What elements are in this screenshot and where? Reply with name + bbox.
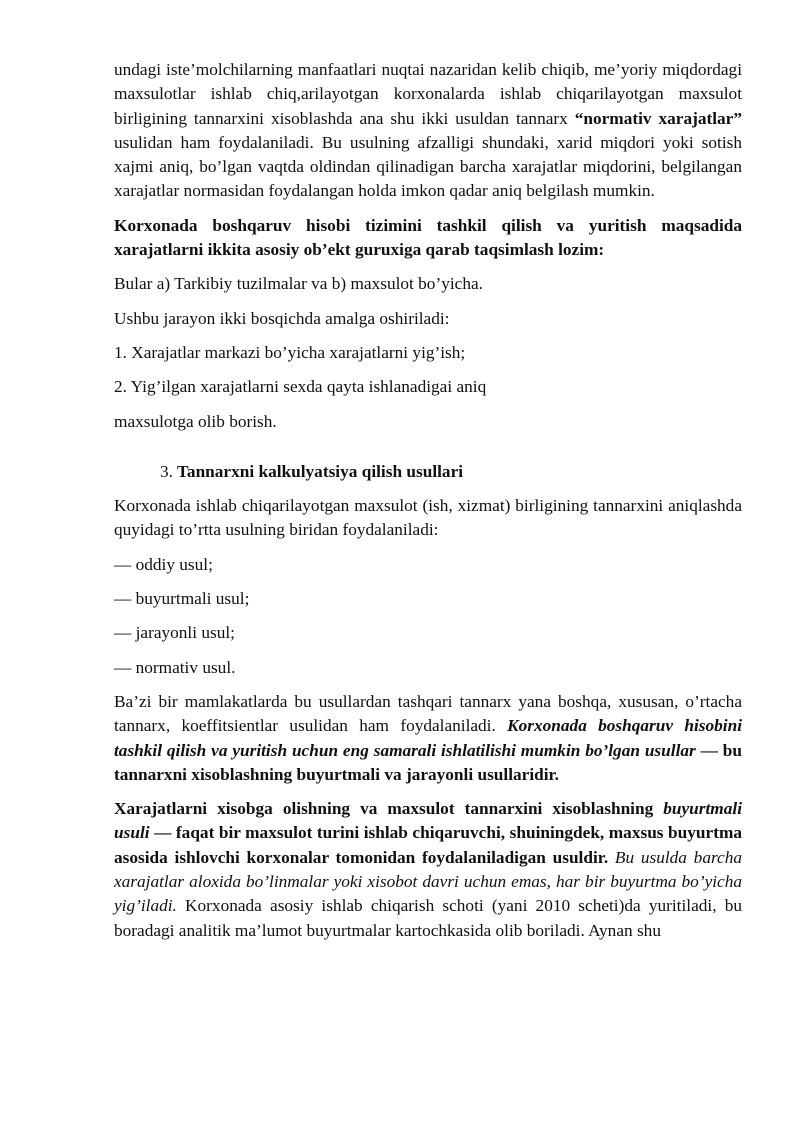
list-item-method: — normativ usul.: [114, 657, 236, 677]
section-heading: [114, 460, 742, 484]
paragraph-other-methods: [114, 690, 742, 787]
bold-italic-span: Korxonada boshqaruv hisobini tashkil qilish va yuritish uchun eng samarali ishlatilishi mumkin bo’lgan usullar: [114, 716, 742, 760]
bold-term: “normativ xarajatlar”: [574, 108, 742, 128]
page-content: [114, 58, 742, 943]
text-span: usulidan ham foydalaniladi. Bu usulning afzalligi shundaki, xarid miqdori yoki sotish xajmi aniq, bo’lgan vaqtda oldindan qilinadigan barcha xarajatlar miqdorini, belgilangan xarajatlar normasidan foydalangan holda imkon qadar aniq belgilash mumkin.: [114, 132, 742, 201]
bold-span: — faqat bir maxsulot turini ishlab chiqaruvchi, shuiningdek, maxsus buyurtma asosida ishlovchi korxonalar tomonidan foydalaniladigan usuldir.: [114, 823, 742, 867]
bold-italic-span: buyurtmali usuli: [114, 799, 742, 843]
list-item-stage-2-continuation: maxsulotga olib borish.: [114, 411, 277, 431]
list-item-method: — buyurtmali usul;: [114, 589, 250, 609]
paragraph-normativ-xarajatlar: [114, 58, 742, 204]
section-title: Tannarxni kalkulyatsiya qilish usullari: [176, 461, 464, 481]
bold-span: Xarajatlarni xisobga olishning va maxsulot tannarxini xisoblashning: [114, 799, 664, 819]
paragraph-bold-statement: Korxonada boshqaruv hisobi tizimini tashkil qilish va yuritish maqsadida xarajatlarni ikkita asosiy ob’ekt guruxiga qarab taqsimlash lozim:: [114, 215, 742, 260]
bold-span: — bu tannarxni xisoblashning buyurtmali va jarayonli usullaridir.: [114, 740, 742, 784]
list-item-method: — jarayonli usul;: [114, 623, 235, 643]
italic-span: Bu usulda barcha xarajatlar aloxida bo’linmalar yoki xisobot davri uchun emas, har bir buyurtma bo’yicha yig’iladi.: [114, 847, 742, 916]
text-span: Korxonada asosiy ishlab chiqarish schoti (yani 2010 scheti)da yuritiladi, bu boradagi analitik ma’lumot buyurtmalar kartochkasida olib boriladi. Aynan shu: [114, 896, 742, 940]
list-item-stage-1: 1. Xarajatlar markazi bo’yicha xarajatlarni yig’ish;: [114, 342, 466, 362]
paragraph-order-method: [114, 797, 742, 943]
paragraph-two-stages: Ushbu jarayon ikki bosqichda amalga oshiriladi:: [114, 308, 450, 328]
paragraph-bular: Bular a) Tarkibiy tuzilmalar va b) maxsulot bo’yicha.: [114, 274, 483, 294]
list-item-method: — oddiy usul;: [114, 554, 213, 574]
text-span: undagi iste’molchilarning manfaatlari nuqtai nazaridan kelib chiqib, me’yoriy miqdordagi maxsulotlar ishlab chiq,arilayotgan korxonalarda ishlab chiqarilayotgan maxsulot birligining tannarxini xisoblashda ana shu ikki usuldan tannarx: [114, 60, 742, 128]
text-span: Ba’zi bir mamlakatlarda bu usullardan tashqari tannarx yana boshqa, xususan, o’rtacha tannarx, koeffitsientlar usulidan ham foydalaniladi.: [114, 691, 742, 736]
section-number: 3.: [160, 461, 173, 481]
list-item-stage-2: 2. Yig’ilgan xarajatlarni sexda qayta ishlanadigai aniq: [114, 377, 487, 397]
paragraph-methods-intro: Korxonada ishlab chiqarilayotgan maxsulot (ish, xizmat) birligining tannarxini aniqlashda quyidagi to’rtta usulning biridan foydalaniladi:: [114, 496, 742, 540]
